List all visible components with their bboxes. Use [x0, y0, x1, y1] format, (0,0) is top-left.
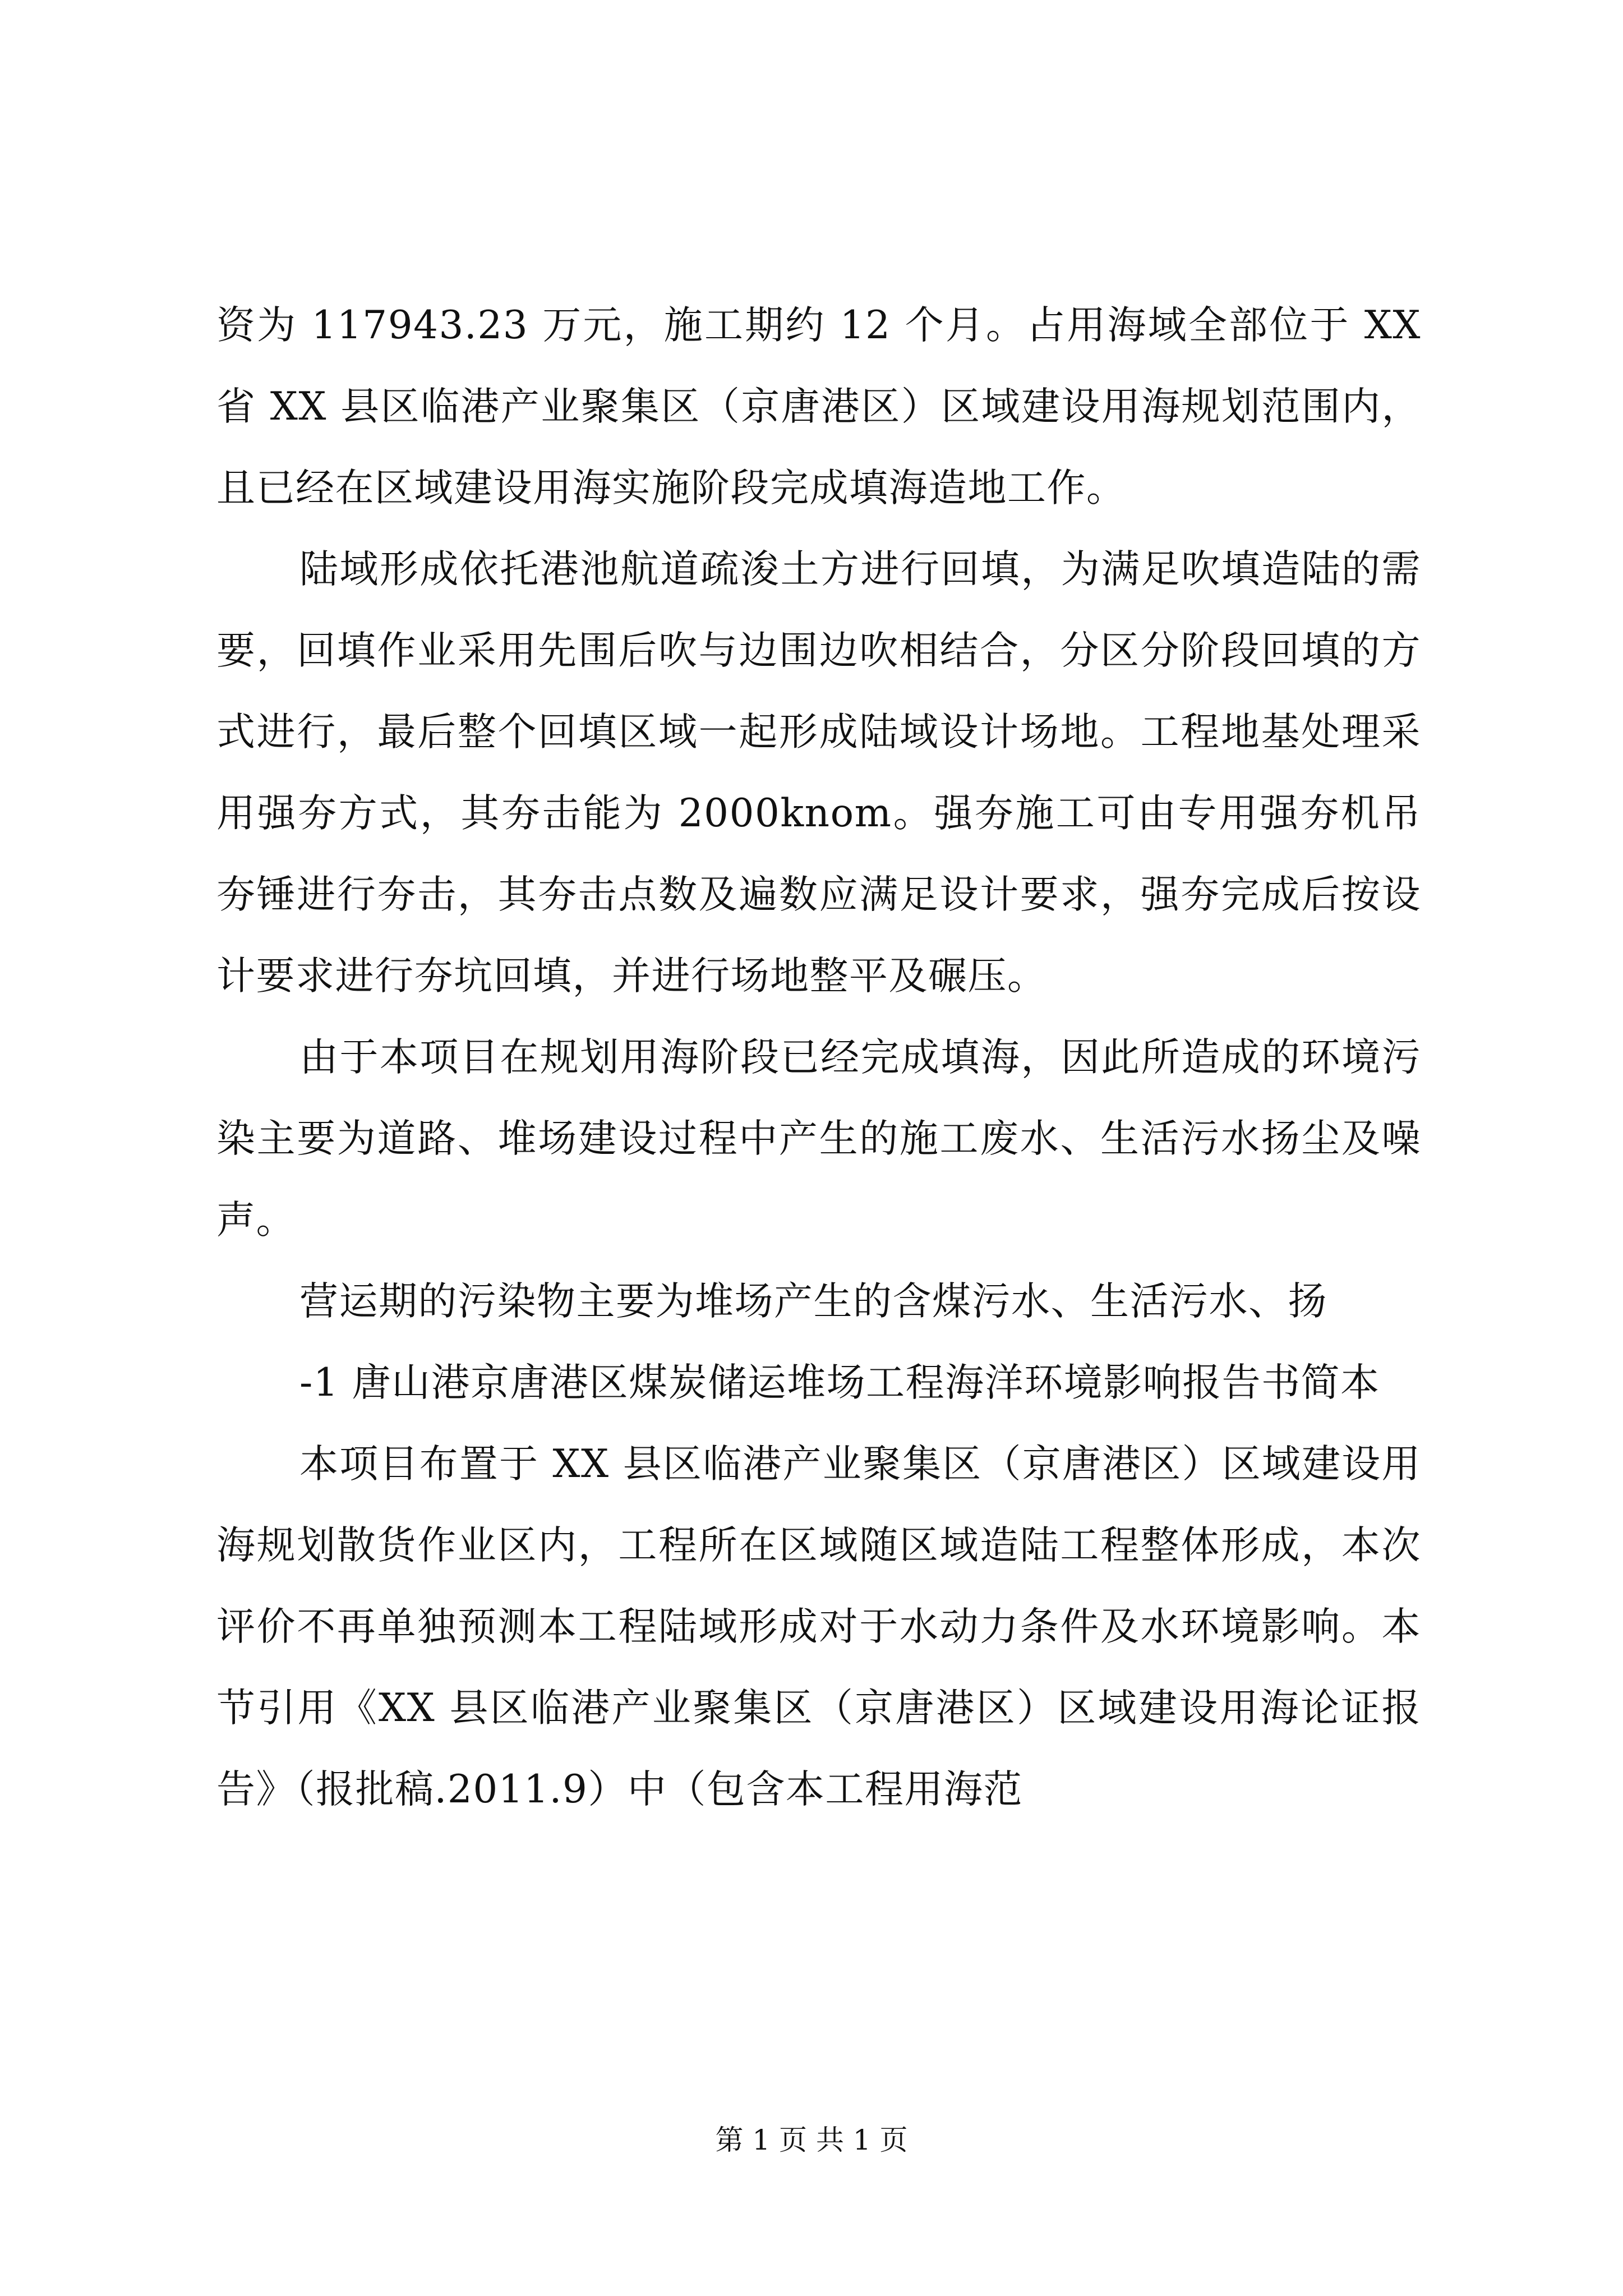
paragraph-operation-pollutants: 营运期的污染物主要为堆场产生的含煤污水、生活污水、扬	[299, 1279, 1327, 1324]
paragraph-land-formation: 陆域形成依托港池航道疏浚土方进行回填，为满足吹填造陆的需要，回填作业采用先围后吹与边围边吹相结合，分区分阶段回填的方式进行，最后整个回填区域一起形成陆域设计场地。工程地基处理采用强夯方式，其夯击能为 2000knom。强夯施工可由专用强夯机吊夯锤进行夯击，其夯击点数及遍数应满足设计要求，强夯完成后按设计要求进行夯坑回填，并进行场地整平及碾压。	[216, 547, 1421, 999]
page-footer: 第 1 页 共 1 页	[715, 2124, 908, 2156]
document-body	[216, 285, 1421, 1830]
paragraph-project-location: 本项目布置于 XX 县区临港产业聚集区（京唐港区）区域建设用海规划散货作业区内，工程所在区域随区域造陆工程整体形成，本次评价不再单独预测本工程陆域形成对于水动力条件及水环境影响。本节引用《XX 县区临港产业聚集区（京唐港区）区域建设用海论证报告》（报批稿.2011.9）中（包含本工程用海范	[216, 1442, 1421, 1812]
paragraph-construction-pollution: 由于本项目在规划用海阶段已经完成填海，因此所造成的环境污染主要为道路、堆场建设过程中产生的施工废水、生活污水扬尘及噪声。	[216, 1035, 1421, 1243]
paragraph-investment-scope: 资为 117943.23 万元，施工期约 12 个月。占用海域全部位于 XX 省 XX 县区临港产业聚集区（京唐港区）区域建设用海规划范围内，且已经在区域建设用海实施阶段完成填海造地工作。	[216, 303, 1421, 510]
paragraph-report-title-line: -1 唐山港京唐港区煤炭储运堆场工程海洋环境影响报告书简本	[299, 1360, 1380, 1405]
